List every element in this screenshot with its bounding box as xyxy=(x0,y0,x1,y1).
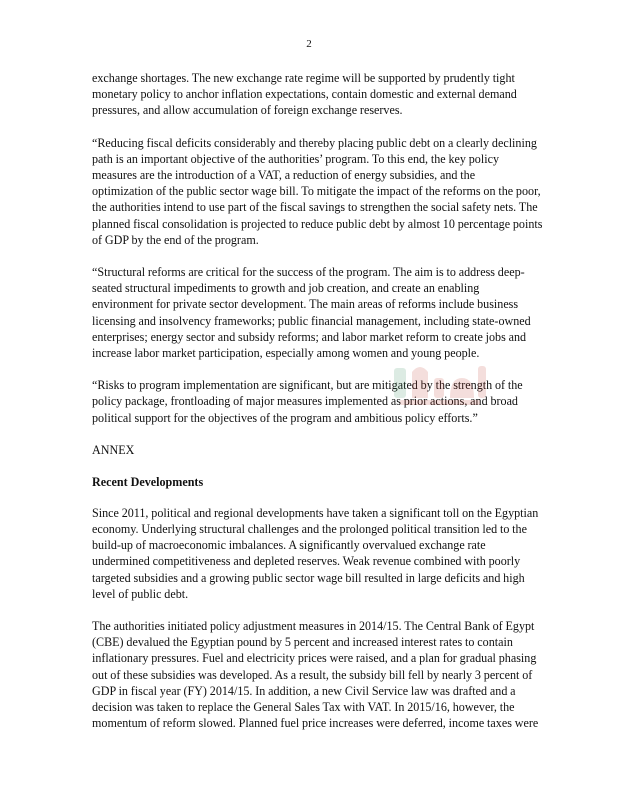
page-number: 2 xyxy=(306,38,312,50)
text-line: the authorities intend to use part of the fiscal savings to strengthen the social safety nets. The xyxy=(92,200,538,215)
quote-paragraphs xyxy=(92,70,542,426)
text-line: increase labor market participation, especially among women and young people. xyxy=(92,346,480,361)
text-line: “Risks to program implementation are significant, but are mitigated by the strength of the xyxy=(92,378,523,393)
text-line: targeted subsidies and a growing public sector wage bill resulted in large deficits and high xyxy=(92,570,525,585)
text-line: of GDP by the end of the program. xyxy=(92,232,259,247)
section-paragraphs xyxy=(92,505,542,732)
text-line: The authorities initiated policy adjustment measures in 2014/15. The Central Bank of Egypt xyxy=(92,619,535,634)
text-line: “Reducing fiscal deficits considerably and thereby placing public debt on a clearly declining xyxy=(92,135,537,150)
text-line: “Structural reforms are critical for the success of the program. The aim is to address deep- xyxy=(92,265,525,280)
text-line: build-up of macroeconomic imbalances. A significantly overvalued exchange rate xyxy=(92,538,486,553)
text-line: (CBE) devalued the Egyptian pound by 5 percent and increased interest rates to contain xyxy=(92,635,513,650)
text-line: pressures, and allow accumulation of foreign exchange reserves. xyxy=(92,103,403,118)
paragraph xyxy=(92,377,542,426)
text-line: policy package, frontloading of major measures implemented as prior actions, and broad xyxy=(92,394,518,409)
text-line: out of these subsidies was developed. As a result, the subsidy bill fell by nearly 3 percent of xyxy=(92,667,533,682)
text-line: planned fiscal consolidation is projected to reduce public debt by almost 10 percentage points xyxy=(92,216,543,231)
text-line: licensing and insolvency frameworks; public financial management, including state-owned xyxy=(92,313,531,328)
annex-label: ANNEX xyxy=(92,442,135,457)
text-line: enterprises; energy sector and subsidy reforms; and labor market reform to create jobs and xyxy=(92,329,527,344)
text-line: undermined competitiveness and depleted reserves. Weak revenue combined with poorly xyxy=(92,554,521,569)
paragraph xyxy=(92,135,542,248)
text-line: GDP in fiscal year (FY) 2014/15. In addition, a new Civil Service law was drafted and a xyxy=(92,683,516,698)
paragraph xyxy=(92,505,542,602)
text-line: seated structural impediments to growth and job creation, and create an enabling xyxy=(92,281,480,296)
paragraph xyxy=(92,70,542,119)
text-line: path is an important objective of the authorities’ program. To this end, the key policy xyxy=(92,151,499,166)
text-line: measures are the introduction of a VAT, a reduction of energy subsidies, and the xyxy=(92,168,476,183)
text-line: political support for the objectives of the program and ambitious policy efforts.” xyxy=(92,410,478,425)
text-line: decision was taken to replace the General Sales Tax with VAT. In 2015/16, however, the xyxy=(92,700,515,715)
section-heading: Recent Developments xyxy=(92,474,204,489)
text-line: Since 2011, political and regional developments have taken a significant toll on the Egyptian xyxy=(92,505,539,520)
text-line: exchange shortages. The new exchange rate regime will be supported by prudently tight xyxy=(92,71,515,85)
document-body xyxy=(92,70,542,748)
paragraph xyxy=(92,264,542,361)
text-line: level of public debt. xyxy=(92,586,189,601)
text-line: economy. Underlying structural challenges and the prolonged political transition led to the xyxy=(92,522,527,537)
paragraph xyxy=(92,618,542,731)
text-line: optimization of the public sector wage bill. To mitigate the impact of the reforms on the poor, xyxy=(92,184,541,199)
text-line: inflationary pressures. Fuel and electricity prices were raised, and a plan for gradual phasing xyxy=(92,651,537,666)
text-line: momentum of reform slowed. Planned fuel price increases were deferred, income taxes were xyxy=(92,716,539,731)
text-line: environment for private sector development. The main areas of reforms include business xyxy=(92,297,519,312)
text-line: monetary policy to anchor inflation expectations, contain domestic and external demand xyxy=(92,87,517,102)
